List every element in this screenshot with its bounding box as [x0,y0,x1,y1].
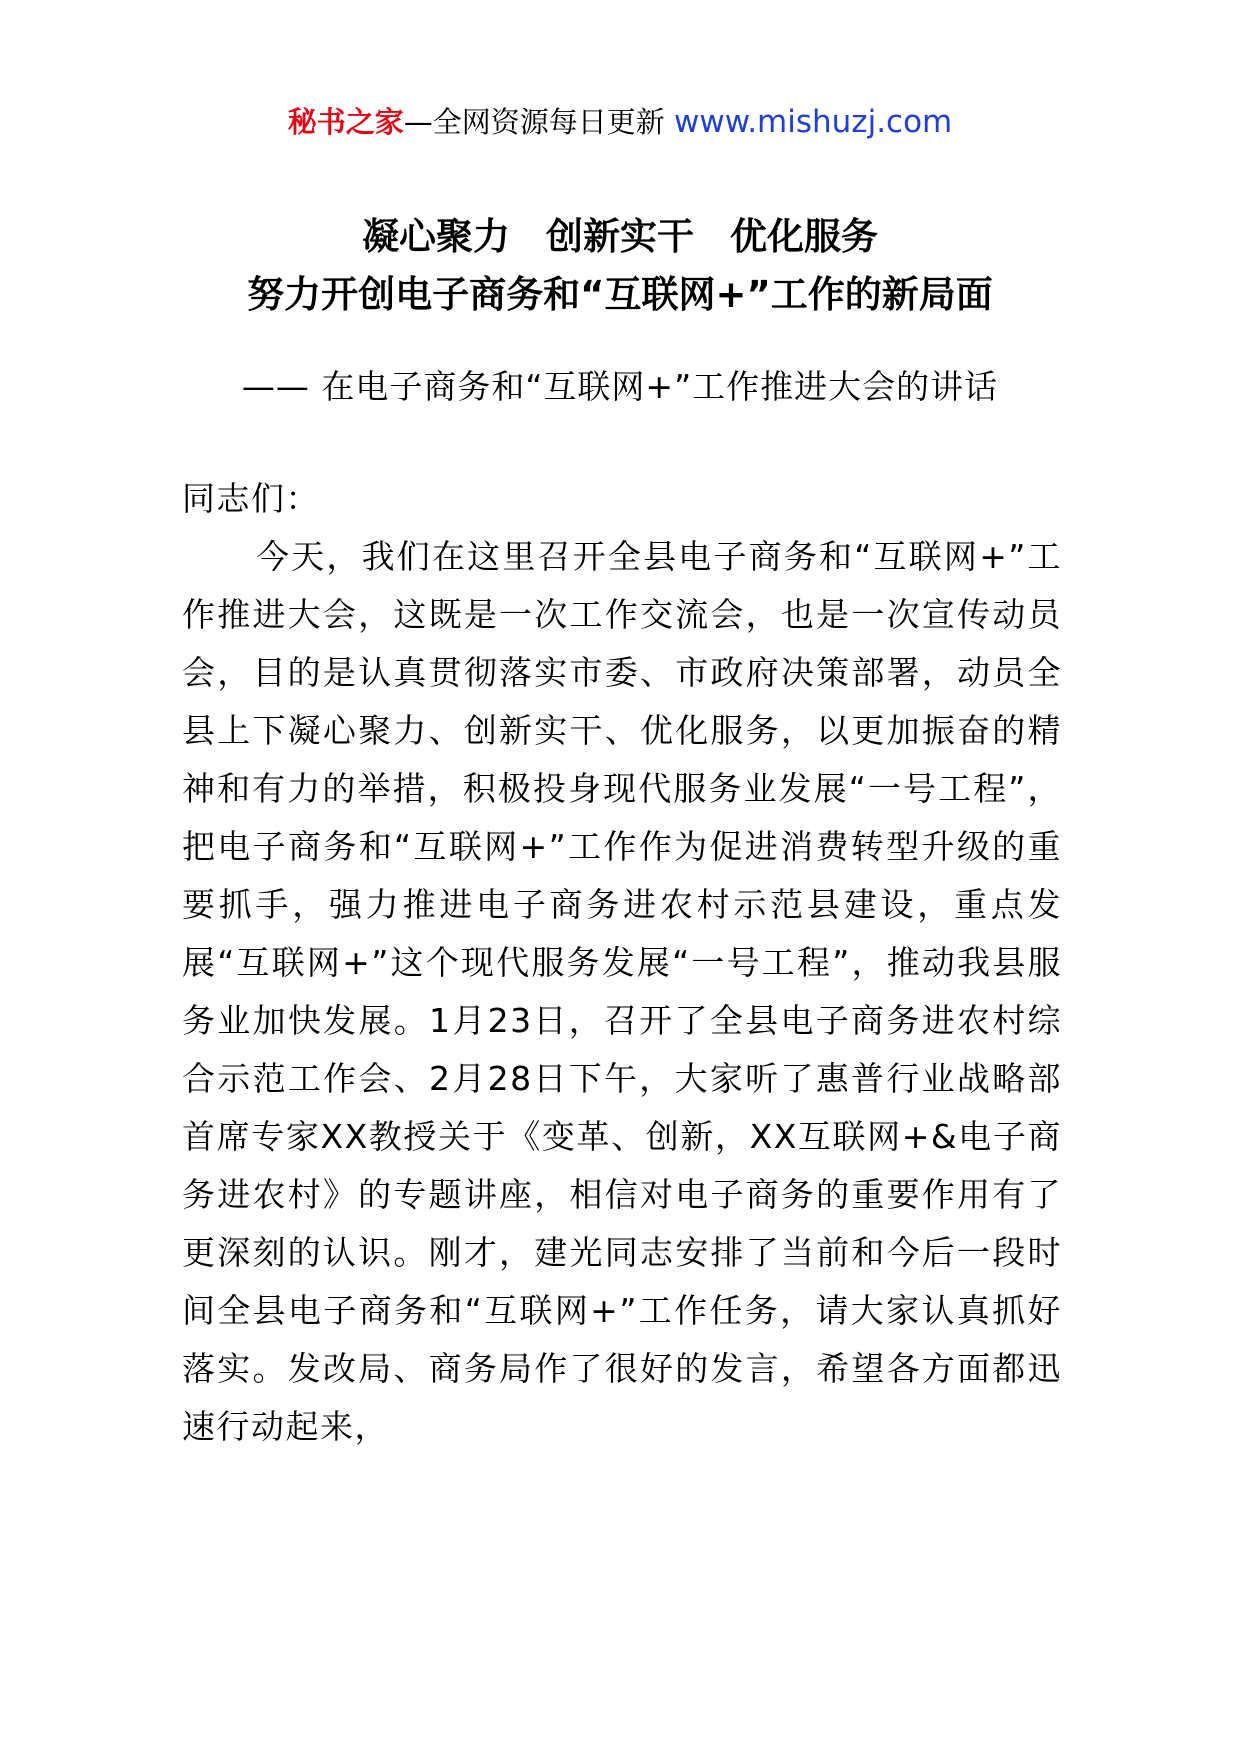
salutation: 同志们： [182,479,320,518]
site-url-link[interactable]: www.mishuzj.com [673,104,953,140]
body-paragraph: 今天，我们在这里召开全县电子商务和“互联网+”工作推进大会，这既是一次工作交流会，也是一次宣传动员会，目的是认真贯彻落实市委、市政府决策部署，动员全县上下凝心聚力、创新实干、优化服务，以更加振奋的精神和有力的举措，积极投身现代服务业发展“一号工程”，把电子商务和“互联网+”工作作为促进消费转型升级的重要抓手，强力推进电子商务进农村示范县建设，重点发展“互联网+”这个现代服务发展“一号工程”，推动我县服务业加快发展。1月23日，召开了全县电子商务进农村综合示范工作会、2月28日下午，大家听了惠普行业战略部首席专家XX教授关于《变革、创新，XX互联网+&电子商务进农村》的专题讲座，相信对电子商务的重要作用有了更深刻的认识。刚才，建光同志安排了当前和今后一段时间全县电子商务和“互联网+”工作任务，请大家认真抓好落实。发改局、商务局作了很好的发言，希望各方面都迅速行动起来， [182,537,1062,1446]
title-phrase: 创新实干 [546,215,694,258]
document-title-line-2: 努力开创电子商务和“互联网+”工作的新局面 [247,273,993,316]
document-subtitle: —— 在电子商务和“互联网+”工作推进大会的讲话 [241,367,999,406]
site-header [0,100,1240,144]
title-phrase: 优化服务 [730,215,878,258]
document-title-line-1 [0,212,1240,262]
site-tagline: —全网资源每日更新 [403,105,665,139]
title-phrase: 凝心聚力 [362,215,510,258]
site-brand: 秘书之家 [287,105,404,139]
